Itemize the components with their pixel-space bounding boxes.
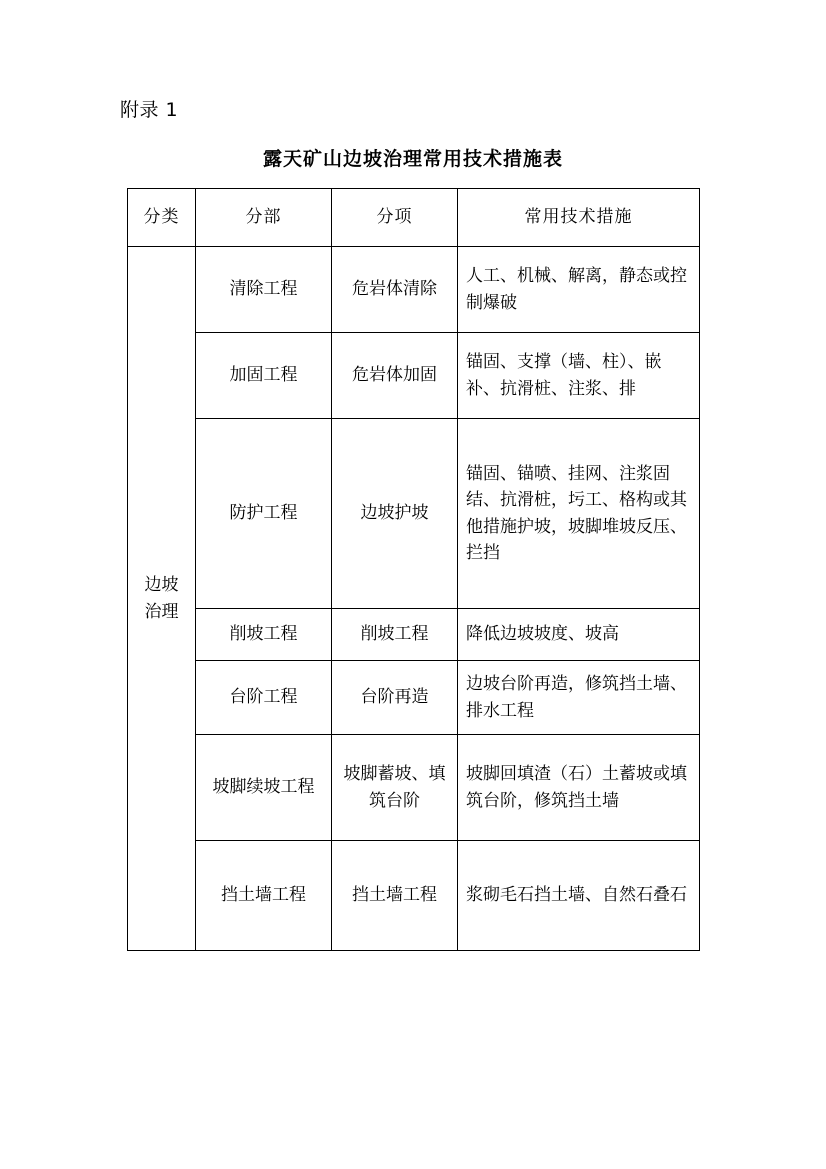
- column-header-measures: 常用技术措施: [458, 189, 700, 247]
- measure-cell: 浆砌毛石挡土墙、自然石叠石: [458, 841, 700, 951]
- table-row: [128, 419, 700, 609]
- part-cell: 加固工程: [196, 333, 332, 419]
- part-cell: 削坡工程: [196, 609, 332, 661]
- appendix-label: 附录 1: [120, 99, 179, 121]
- part-cell: 坡脚续坡工程: [196, 735, 332, 841]
- table-row: [128, 333, 700, 419]
- category-line-2: 治理: [144, 601, 179, 622]
- measure-cell: 人工、机械、解离，静态或控制爆破: [458, 247, 700, 333]
- measure-cell: 锚固、锚喷、挂网、注浆固结、抗滑桩，圬工、格构或其他措施护坡，坡脚堆坡反压、拦挡: [458, 419, 700, 609]
- subitem-cell: 危岩体清除: [332, 247, 458, 333]
- measure-cell: 锚固、支撑（墙、柱）、嵌补、抗滑桩、注浆、排: [458, 333, 700, 419]
- table-row: [128, 735, 700, 841]
- part-cell: 清除工程: [196, 247, 332, 333]
- subitem-cell: 削坡工程: [332, 609, 458, 661]
- table-row: [128, 247, 700, 333]
- subitem-cell: 台阶再造: [332, 661, 458, 735]
- table-row: [128, 609, 700, 661]
- subitem-cell: 坡脚蓄坡、填筑台阶: [332, 735, 458, 841]
- page-title: 露天矿山边坡治理常用技术措施表: [262, 148, 563, 170]
- column-header-part: 分部: [196, 189, 332, 247]
- measure-cell: 边坡台阶再造，修筑挡土墙、排水工程: [458, 661, 700, 735]
- part-cell: 挡土墙工程: [196, 841, 332, 951]
- table-row: [128, 841, 700, 951]
- measure-cell: 坡脚回填渣（石）土蓄坡或填筑台阶，修筑挡土墙: [458, 735, 700, 841]
- subitem-cell: 挡土墙工程: [332, 841, 458, 951]
- table-header-row: [128, 189, 700, 247]
- table-row: [128, 661, 700, 735]
- part-cell: 防护工程: [196, 419, 332, 609]
- column-header-category: 分类: [128, 189, 196, 247]
- slope-treatment-table: [127, 188, 700, 951]
- measure-cell: 降低边坡坡度、坡高: [458, 609, 700, 661]
- subitem-cell: 危岩体加固: [332, 333, 458, 419]
- category-cell: [128, 247, 196, 951]
- part-cell: 台阶工程: [196, 661, 332, 735]
- subitem-cell: 边坡护坡: [332, 419, 458, 609]
- category-line-1: 边坡: [144, 575, 179, 596]
- column-header-subitem: 分项: [332, 189, 458, 247]
